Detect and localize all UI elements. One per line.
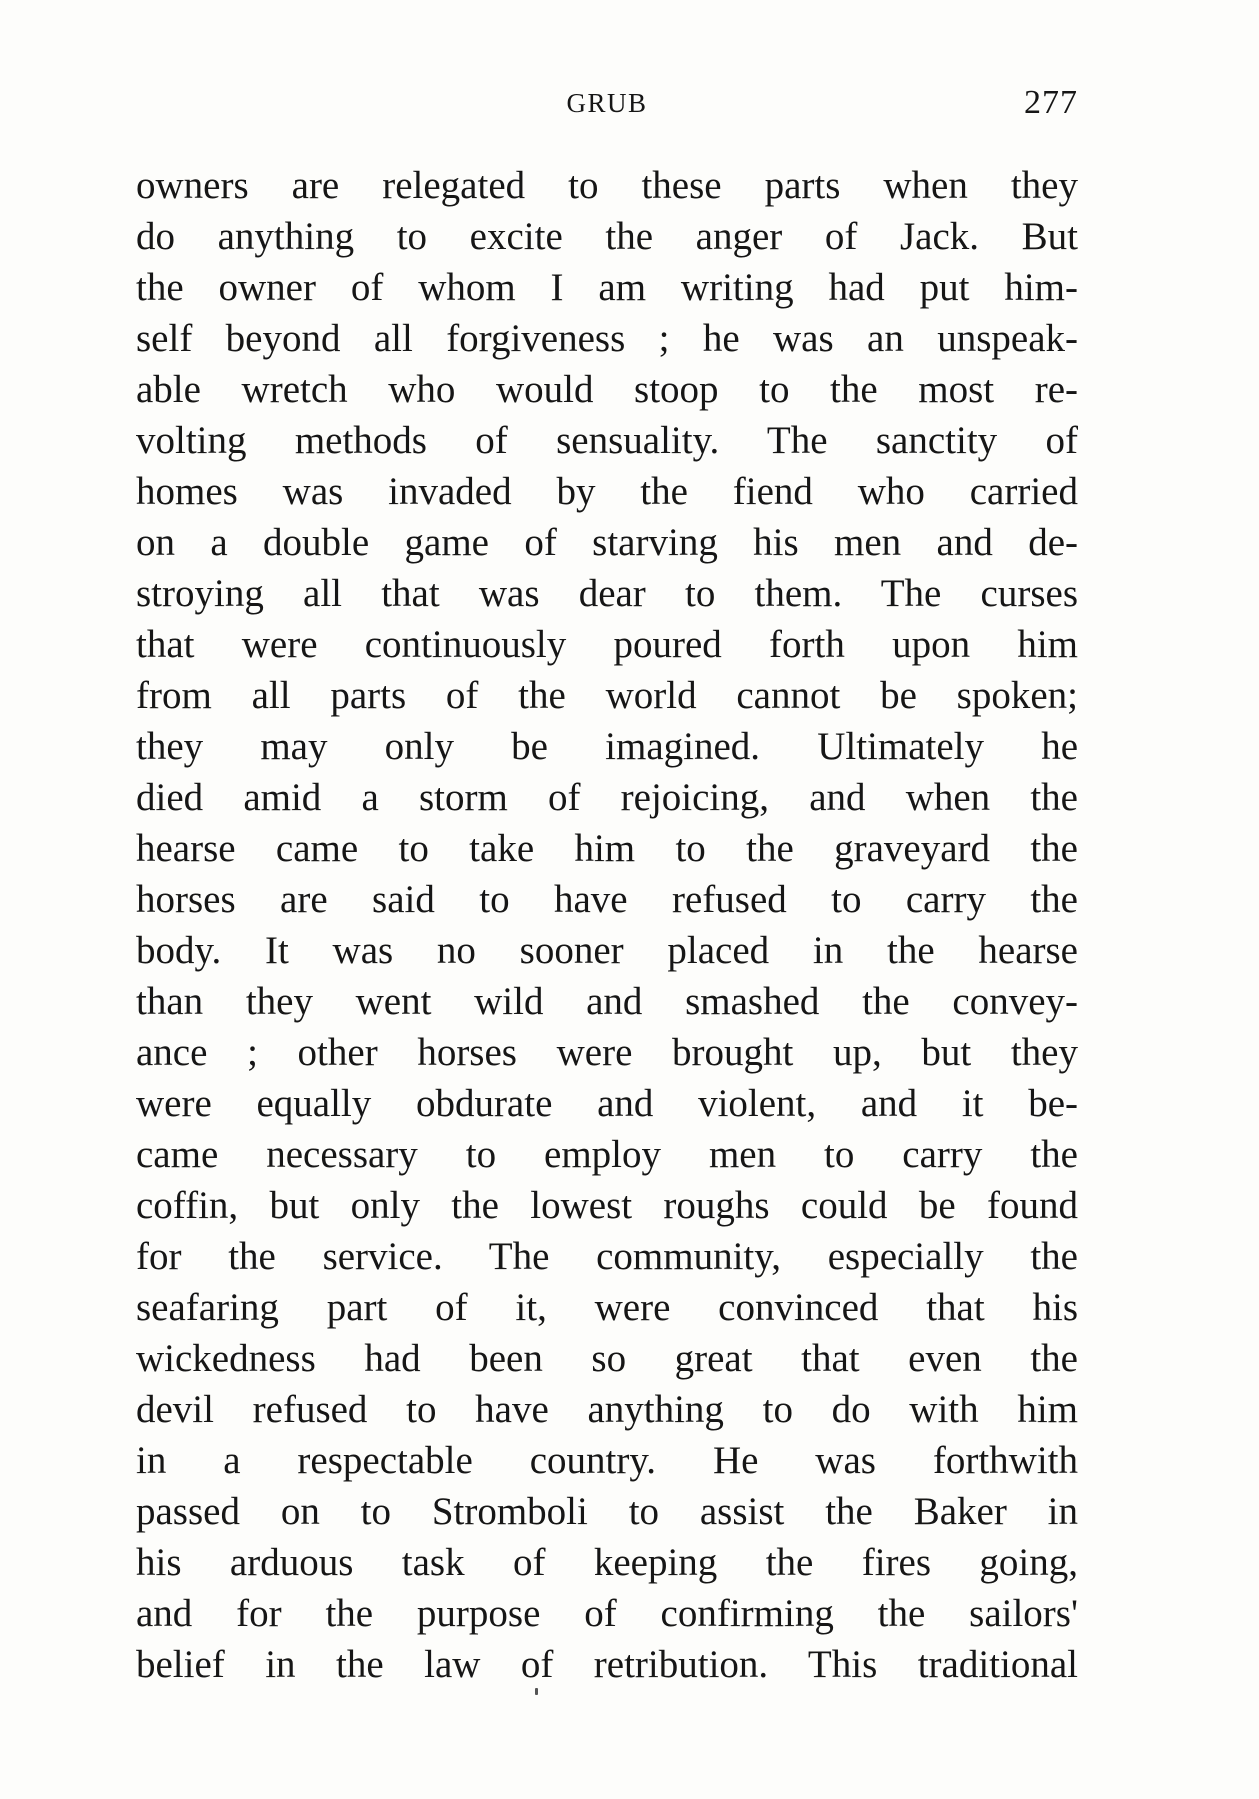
text-line: and for the purpose of confirming the sailors' [136, 1592, 1078, 1635]
body-text [136, 160, 1078, 1690]
text-line: body. It was no sooner placed in the hearse [136, 929, 1078, 972]
text-line: for the service. The community, especially the [136, 1235, 1078, 1278]
text-line: hearse came to take him to the graveyard the [136, 827, 1078, 870]
text-line: seafaring part of it, were convinced that his [136, 1286, 1078, 1329]
text-line: wickedness had been so great that even the [136, 1337, 1078, 1380]
text-line: the owner of whom I am writing had put him- [136, 266, 1078, 309]
text-line: horses are said to have refused to carry the [136, 878, 1078, 921]
text-line: were equally obdurate and violent, and it be- [136, 1082, 1078, 1125]
text-line: his arduous task of keeping the fires going, [136, 1541, 1078, 1584]
text-line: do anything to excite the anger of Jack. But [136, 215, 1078, 258]
text-line: than they went wild and smashed the convey- [136, 980, 1078, 1023]
text-line: on a double game of starving his men and de- [136, 521, 1078, 564]
text-line: volting methods of sensuality. The sanctity of [136, 419, 1078, 462]
text-line: coffin, but only the lowest roughs could be found [136, 1184, 1078, 1227]
running-title: GRUB [566, 88, 648, 118]
text-line: stroying all that was dear to them. The curses [136, 572, 1078, 615]
text-line: came necessary to employ men to carry the [136, 1133, 1078, 1176]
text-line: in a respectable country. He was forthwith [136, 1439, 1078, 1482]
text-line: from all parts of the world cannot be spoken; [136, 674, 1078, 717]
text-line: died amid a storm of rejoicing, and when the [136, 776, 1078, 819]
text-line: they may only be imagined. Ultimately he [136, 725, 1078, 768]
text-line: passed on to Stromboli to assist the Baker in [136, 1490, 1078, 1533]
text-line: ance ; other horses were brought up, but they [136, 1031, 1078, 1074]
text-line: owners are relegated to these parts when they [136, 164, 1078, 207]
text-line: self beyond all forgiveness ; he was an unspeak- [136, 317, 1078, 360]
print-speck [535, 1688, 538, 1695]
text-line: that were continuously poured forth upon him [136, 623, 1078, 666]
text-line: devil refused to have anything to do with him [136, 1388, 1078, 1431]
text-line: homes was invaded by the fiend who carried [136, 470, 1078, 513]
running-head [136, 82, 1078, 132]
text-line: belief in the law of retribution. This traditional [136, 1643, 1078, 1686]
page-number: 277 [1024, 84, 1078, 121]
text-line: able wretch who would stoop to the most re- [136, 368, 1078, 411]
